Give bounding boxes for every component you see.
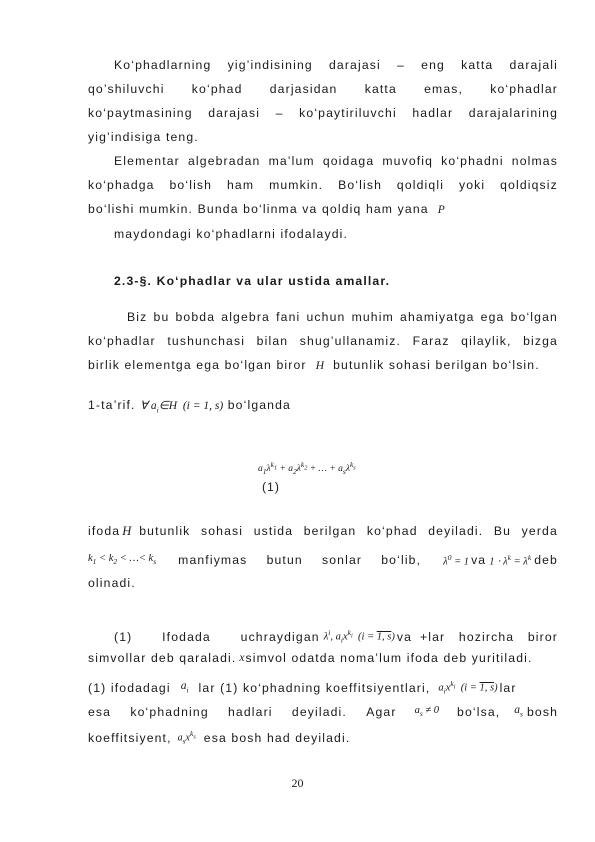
p1-line1: Ko‘phadlarning yig’indisining darajasi – eng katta darajali	[114, 58, 558, 72]
p5-line2: simvollar deb qaraladi. x simvol odatda noma’lum ifoda deb yuritiladi.	[88, 651, 533, 665]
p2-line2: ko‘phadga bo‘lish ham mumkin. Bo‘lish qoldiqli yoki qoldiqsiz	[88, 178, 558, 192]
leading-term: $a_sx^{k_s}$	[177, 729, 196, 746]
p1-line4: yig’indisiga teng.	[88, 130, 199, 144]
p2-line1: Elementar algebradan ma’lum qoidaga muvofiq ko‘phadni nolmas	[114, 154, 558, 168]
p4-line1: ifoda H butunlik sohasi ustida berilgan ko‘phad deyiladi. Bu yerda	[88, 524, 558, 538]
formula-number: (1)	[262, 480, 280, 494]
p4-line3: olinadi.	[88, 576, 136, 590]
ring-symbol-2: H	[122, 524, 132, 538]
p5-line5: koeffitsiyent, $a_sx^{k_s}$ esa bosh had deyiladi.	[88, 726, 558, 749]
term-expression: $a_ix^{k_i}$ (i = 1, s)	[438, 679, 498, 696]
p3-line3: birlik elementga ega bo‘lgan biror H butunlik sohasi berilgan bo‘lsin.	[88, 358, 540, 372]
definition-text: bo‘lganda	[227, 398, 291, 412]
p2-line3: bo‘lishi mumkin. Bunda bo‘linma va qoldiq ham yana P	[88, 202, 445, 216]
p1-line2: qo’shiluvchi ko‘phad darjasidan katta emas, ko‘phadlar	[88, 82, 558, 96]
section-heading: 2.3-§. Ko‘phadlar va ular ustida amallar.	[114, 274, 391, 288]
lambda-zero: $\lambda^0 = 1$	[443, 553, 470, 568]
p5-line1: (1) Ifodada uchraydigan $\lambda^i$, $a_ix^{k_i}$ (i = 1, s) va +lar hozircha biror	[88, 625, 558, 649]
definition-label: 1-ta’rif.	[88, 398, 136, 412]
leading-coefficient: $a_s$	[514, 704, 523, 719]
p1-line3: ko‘paytmasining darajasi – ko‘paytiriluvchi hadlar darajalarining	[88, 106, 558, 120]
variable-x: x	[239, 652, 245, 664]
exponent-order: $k_1 < k_2$ < …< $k_s$	[88, 552, 157, 566]
lambda-identity: $1 \cdot \lambda^k = \lambda^k$	[489, 553, 532, 568]
coefficient-a-i: $a_i$	[180, 679, 189, 694]
p5-line3: (1) ifodadagi $a_i$ lar (1) ko‘phadning koeffitsiyentlari, $a_ix^{k_i}$ (i = 1, s) lar	[88, 676, 558, 700]
term-symbols: $\lambda^i$, $a_ix^{k_i}$ (i = 1, s)	[323, 628, 395, 645]
p2-line4: maydondagi ko‘phadlarni ifodalaydi.	[114, 227, 349, 241]
leading-nonzero: $a_s \ne 0$	[414, 704, 440, 718]
field-symbol: P	[437, 204, 445, 216]
p4-line2: $k_1 < k_2$ < …< $k_s$ manfiymas butun sonlar bo‘lib, $\lambda^0 = 1$ va $1 \cdot \lambda^k = \lambda^k$ deb	[88, 550, 558, 571]
page-number: 20	[291, 776, 304, 790]
ring-symbol: H	[315, 360, 325, 372]
p5-line4: esa ko‘phadning hadlari deyiladi. Agar $a_s \ne 0$ bo‘lsa, $a_s$ bosh	[88, 702, 558, 722]
p3-line2: ko‘phadlar tushunchasi bilan shug’ullanamiz. Faraz qilaylik, bizga	[88, 334, 558, 348]
definition-condition: ∀ $a_i\in H$ (i = 1, s)	[140, 400, 224, 415]
polynomial-formula: $a_1\lambda^{k_1} + a_2\lambda^{k_2}$ + … + $a_s\lambda^{k_s}$	[258, 460, 356, 477]
p3-line1: Biz bu bobda algebra fani uchun muhim ahamiyatga ega bo‘lgan	[127, 310, 558, 324]
definition-line	[88, 397, 558, 418]
